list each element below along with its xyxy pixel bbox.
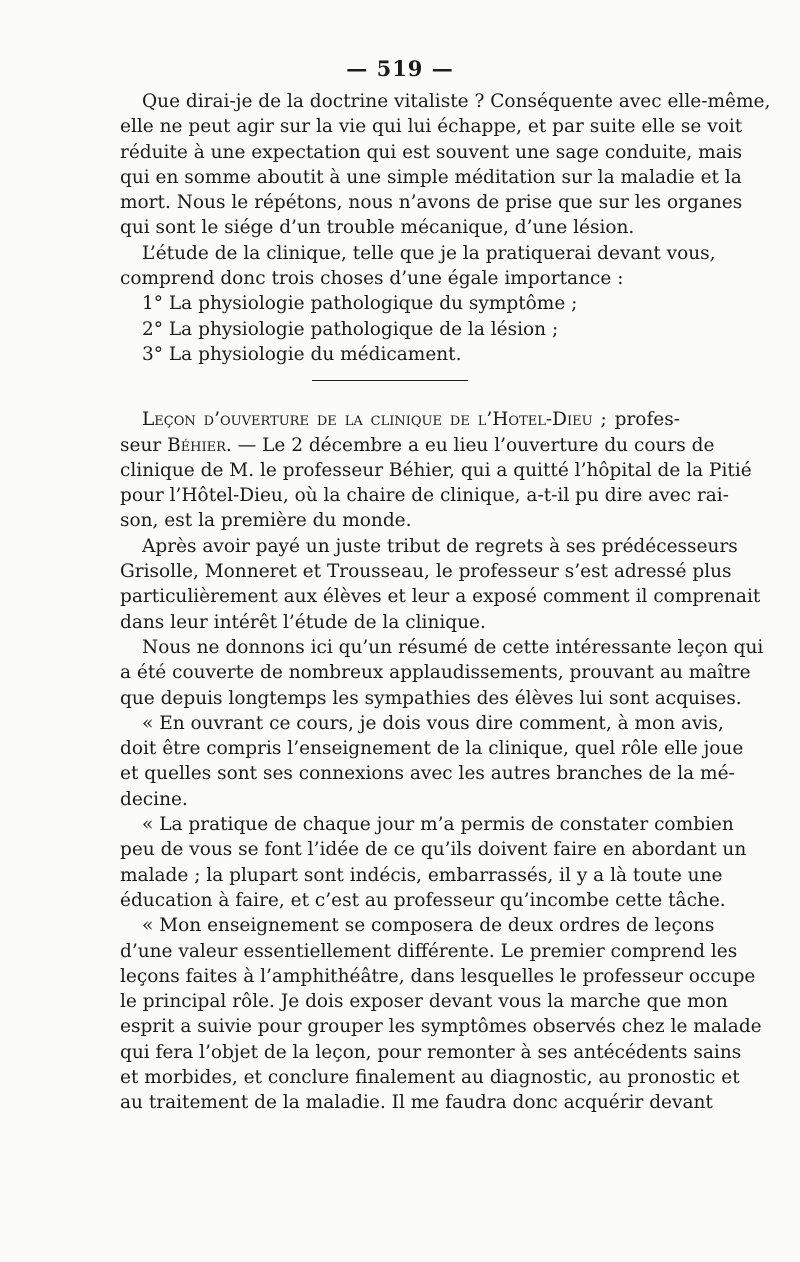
page-number: — 519 — xyxy=(346,56,454,81)
text-line: mort. Nous le répétons, nous n’avons de prise que sur les organes xyxy=(120,192,743,214)
list-item: 1° La physiologie pathologique du symptôme ; xyxy=(142,293,578,315)
text-line: son, est la première du monde. xyxy=(120,510,412,532)
text-line: que depuis longtemps les sympathies des élèves lui sont acquises. xyxy=(120,687,742,709)
text-line: dans leur intérêt l’étude de la clinique. xyxy=(120,611,486,633)
text-line: qui fera l’objet de la leçon, pour remonter à ses antécédents sains xyxy=(120,1041,742,1063)
text-line: malade ; la plupart sont indécis, embarrassés, il y a là toute une xyxy=(120,864,723,886)
text-line: esprit a suivie pour grouper les symptômes observés chez le malade xyxy=(120,1016,762,1038)
text-line: au traitement de la maladie. Il me faudra donc acquérir devant xyxy=(120,1092,713,1114)
text-line: decine. xyxy=(120,788,188,810)
text-line: et morbides, et conclure finalement au diagnostic, au pronostic et xyxy=(120,1066,740,1088)
text-line: peu de vous se font l’idée de ce qu’ils doivent faire en abordant un xyxy=(120,839,747,861)
text-line xyxy=(120,433,715,458)
text-line: réduite à une expectation qui est souvent une sage conduite, mais xyxy=(120,141,743,163)
professor-name: Béhier. xyxy=(167,434,232,456)
body-text xyxy=(120,89,771,1116)
section-heading xyxy=(120,407,680,432)
text-line: Nous ne donnons ici qu’un résumé de cette intéressante leçon qui xyxy=(142,636,764,658)
text-line: Que dirai-je de la doctrine vitaliste ? Conséquente avec elle-même, xyxy=(142,91,771,112)
text-line: « La pratique de chaque jour m’a permis de constater combien xyxy=(142,814,734,836)
text-line: particulièrement aux élèves et leur a exposé comment il comprenait xyxy=(120,586,761,608)
text-line: elle ne peut agir sur la vie qui lui échappe, et par suite elle se voit xyxy=(120,116,743,138)
text-line: doit être compris l’enseignement de la clinique, quel rôle elle joue xyxy=(120,738,744,760)
text-line: clinique de M. le professeur Béhier, qui a quitté l’hôpital de la Pitié xyxy=(120,459,752,481)
text-line: pour l’Hôtel-Dieu, où la chaire de clinique, a-t-il pu dire avec rai- xyxy=(120,485,729,507)
text-line: Après avoir payé un juste tribut de regrets à ses prédécesseurs xyxy=(142,535,738,557)
text-line: qui sont le siége d’un trouble mécanique, d’une lésion. xyxy=(120,217,635,239)
text-fragment: — Le 2 décembre a eu lieu l’ouverture du cours de xyxy=(231,434,715,456)
text-line: leçons faites à l’amphithéâtre, dans lesquelles le professeur occupe xyxy=(120,965,756,987)
heading-suffix: ; profes- xyxy=(592,409,680,431)
text-line: et quelles sont ses connexions avec les autres branches de la mé- xyxy=(120,763,735,785)
text-line: éducation à faire, et c’est au professeur qu’incombe cette tâche. xyxy=(120,889,726,911)
text-line: a été couverte de nombreux applaudissements, prouvant au maître xyxy=(120,662,751,684)
text-line: le principal rôle. Je dois exposer devant vous la marche que mon xyxy=(120,991,728,1013)
text-line: L’étude de la clinique, telle que je la pratiquerai devant vous, xyxy=(142,242,716,264)
text-line: d’une valeur essentiellement différente. Le premier comprend les xyxy=(120,940,738,962)
text-line: qui en somme aboutit à une simple méditation sur la maladie et la xyxy=(120,166,742,188)
text-line: comprend donc trois choses d’une égale importance : xyxy=(120,268,624,290)
heading-prefix: seur xyxy=(120,434,168,456)
text-line: « Mon enseignement se composera de deux ordres de leçons xyxy=(142,915,715,937)
text-line: Grisolle, Monneret et Trousseau, le professeur s’est adressé plus xyxy=(120,561,732,583)
list-item: 3° La physiologie du médicament. xyxy=(142,343,462,365)
text-line: « En ouvrant ce cours, je dois vous dire comment, à mon avis, xyxy=(142,712,724,734)
heading-title: Leçon d’ouverture de la clinique de l’Hotel-Dieu xyxy=(142,409,593,431)
list-item: 2° La physiologie pathologique de la lésion ; xyxy=(142,318,559,340)
section-divider xyxy=(312,380,468,381)
